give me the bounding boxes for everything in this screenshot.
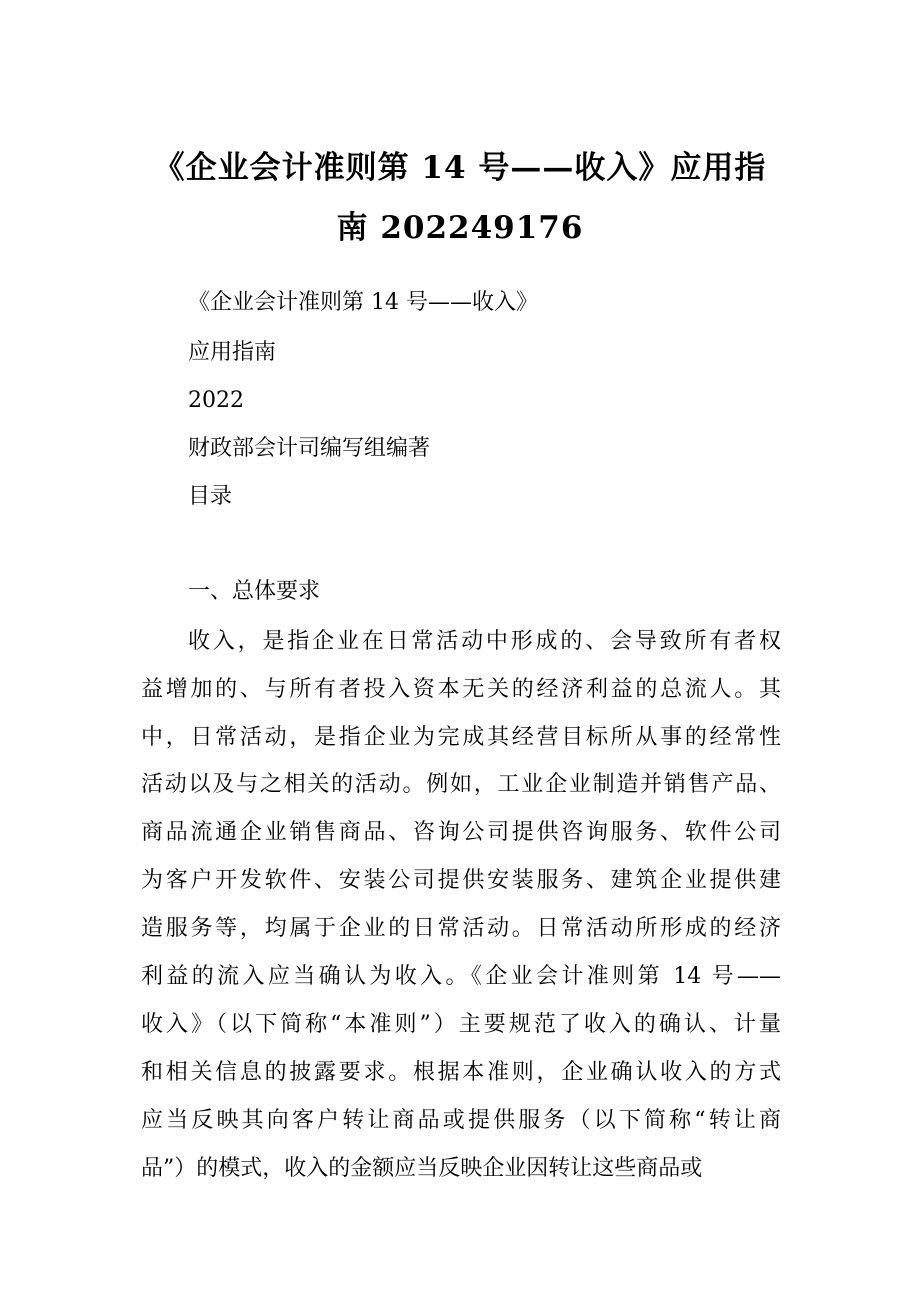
paragraph-line: 收入》（以下简称“本准则”）主要规范了收入的确认、计量 xyxy=(141,1012,781,1037)
document-title-line-1: 《企业会计准则第 14 号——收入》应用指 xyxy=(153,150,767,186)
paragraph-line: 应当反映其向客户转让商品或提供服务（以下简称“转让商 xyxy=(141,1108,781,1133)
paragraph-line: 活动以及与之相关的活动。例如，工业企业制造并销售产品、 xyxy=(141,772,781,797)
meta-guide-label: 应用指南 xyxy=(188,340,277,365)
meta-author: 财政部会计司编写组编著 xyxy=(188,436,431,461)
paragraph-line: 收入，是指企业在日常活动中形成的、会导致所有者权 xyxy=(188,629,781,654)
meta-contents: 目录 xyxy=(188,484,233,509)
paragraph-line: 益增加的、与所有者投入资本无关的经济利益的总流人。其 xyxy=(141,677,781,702)
meta-year: 2022 xyxy=(188,388,244,413)
paragraph-line: 商品流通企业销售商品、咨询公司提供咨询服务、软件公司 xyxy=(141,820,781,845)
section-heading: 一、总体要求 xyxy=(188,579,321,604)
paragraph-line: 中，日常活动，是指企业为完成其经营目标所从事的经常性 xyxy=(141,725,781,750)
meta-standard-name: 《企业会计准则第 14 号——收入》 xyxy=(188,290,538,315)
document-title-line-2: 南 202249176 xyxy=(336,210,584,246)
paragraph-line: 和相关信息的披露要求。根据本准则，企业确认收入的方式 xyxy=(141,1060,781,1085)
paragraph-line: 为客户开发软件、安装公司提供安装服务、建筑企业提供建 xyxy=(141,868,781,893)
paragraph-line: 利益的流入应当确认为收入。《企业会计准则第 14 号—— xyxy=(141,964,781,989)
paragraph-line: 品”）的模式，收入的金额应当反映企业因转让这些商品或 xyxy=(141,1156,703,1181)
paragraph-line: 造服务等，均属于企业的日常活动。日常活动所形成的经济 xyxy=(141,916,781,941)
